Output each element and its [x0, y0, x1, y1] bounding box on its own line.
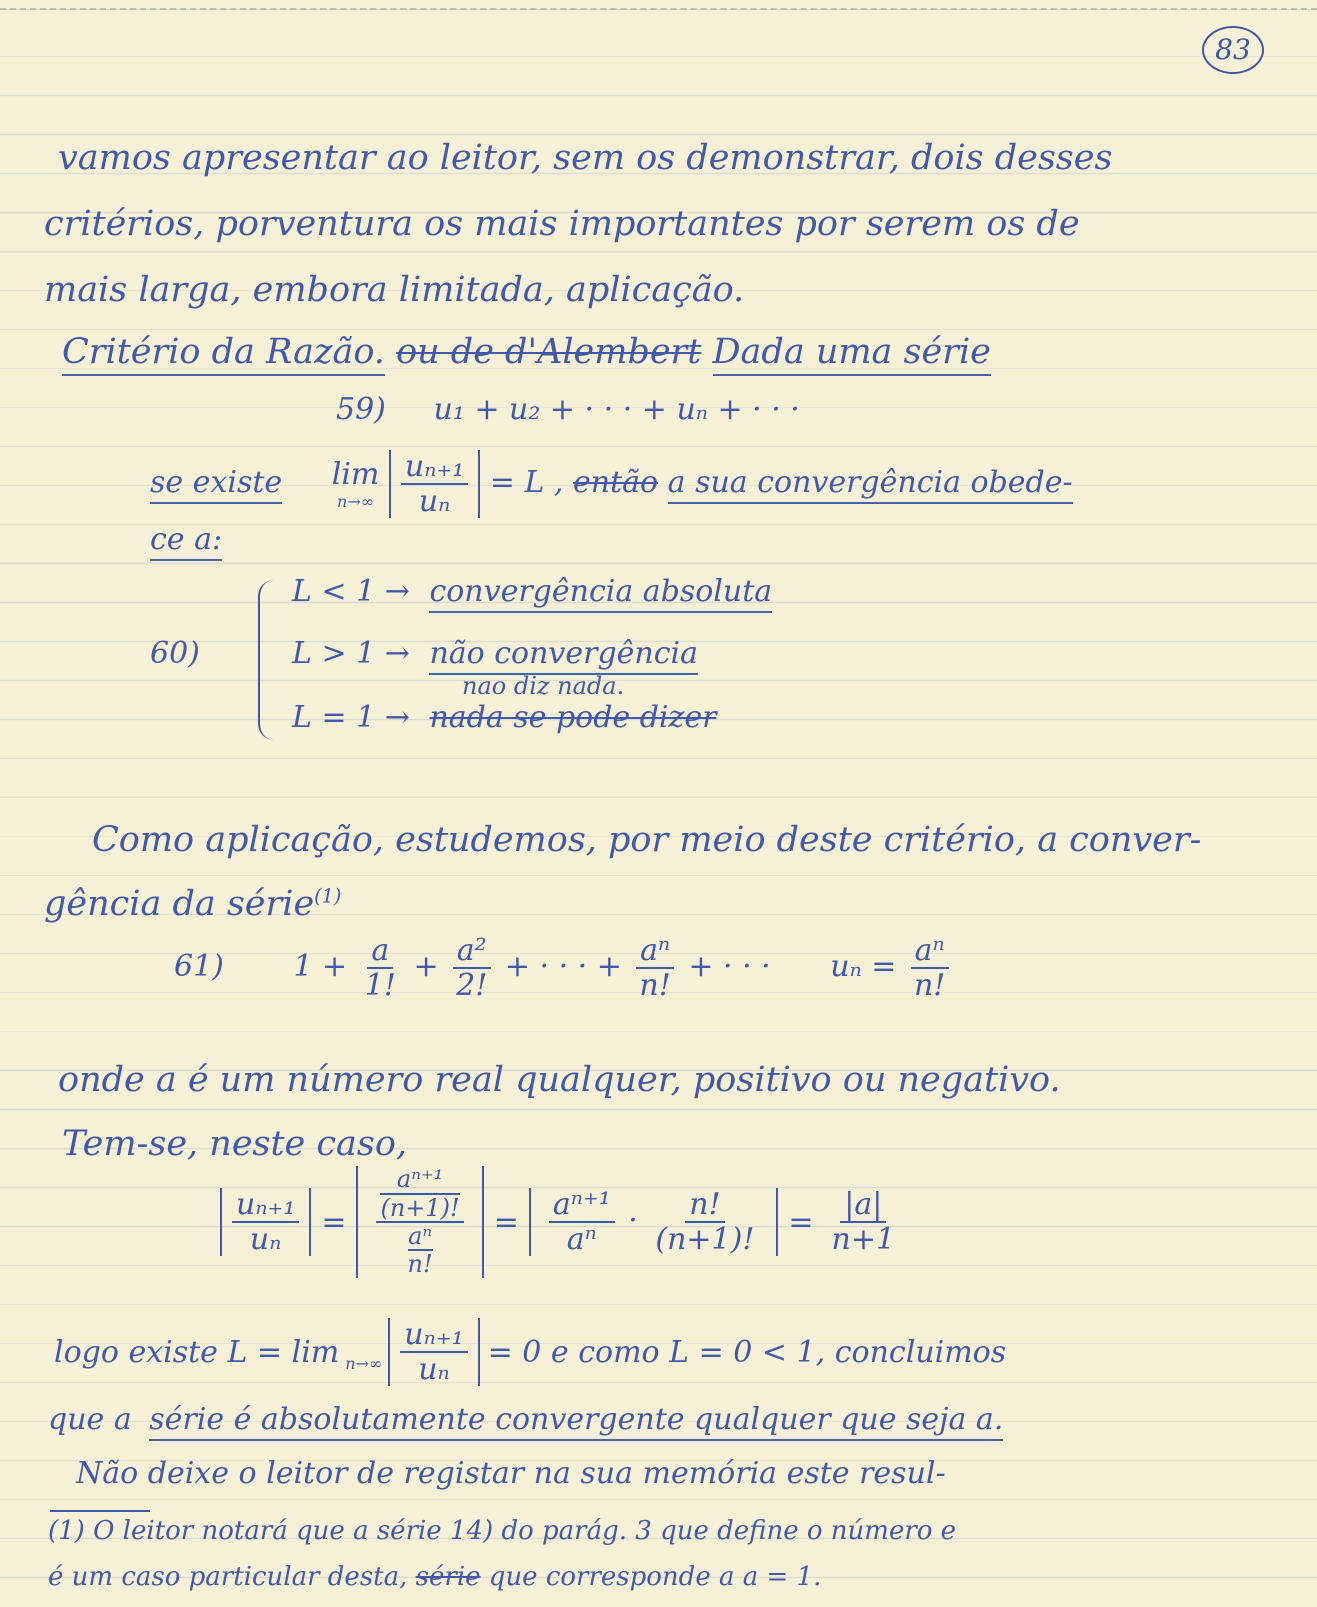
conclusion-line2 [48, 1402, 1003, 1437]
condition-fraction [401, 450, 468, 518]
ratio-eq2: = [493, 1204, 519, 1240]
ratio-mid-num-bot: (n+1)! [380, 1193, 460, 1222]
ratio-r2-den: (n+1)! [655, 1222, 755, 1257]
eq60-case3-insert: nao diz nada. [462, 672, 625, 700]
ratio-right-abs [529, 1188, 779, 1256]
eq60-brace [258, 580, 280, 740]
ratio-lhs-num: uₙ₊₁ [232, 1188, 299, 1223]
ratio-lhs [232, 1188, 299, 1256]
criterion-heading: Critério da Razão. [62, 332, 385, 376]
eq61-f2 [452, 934, 491, 1002]
paragraph1-line2: critérios, porventura os mais importantes por serem os de [44, 204, 1080, 244]
footnote-rule [50, 1510, 150, 1512]
ratio-dot: · [628, 1203, 638, 1238]
eq61-t0: 1 + [293, 949, 348, 984]
conclusion-abs [388, 1318, 479, 1386]
condition-line2 [150, 522, 222, 557]
ratio-r1-num: aⁿ⁺¹ [549, 1188, 615, 1223]
footnote-mark: (1) [314, 884, 342, 908]
conclusion-den: uₙ [418, 1352, 450, 1387]
ratio-result [828, 1188, 900, 1256]
conclusion-line3: Não deixe o leitor de registar na sua memória este resul- [76, 1456, 946, 1491]
perforated-edge [0, 0, 1317, 10]
eq61-f3-num: aⁿ [636, 934, 674, 969]
eq61-dots1: + · · · + [504, 949, 622, 984]
eq60-case2-text: não convergência [429, 636, 698, 675]
eq61-f2-num: a² [453, 934, 491, 969]
conclusion-lim-sub: n→∞ [345, 1353, 383, 1373]
eq60-label: 60) [150, 636, 200, 671]
condition-num: uₙ₊₁ [401, 450, 468, 485]
eq59-label: 59) [336, 392, 386, 427]
ratio-mid-abs [356, 1166, 483, 1278]
condition-lim [332, 457, 380, 511]
conclusion-line1 [54, 1318, 1006, 1386]
eq60-case2 [292, 636, 698, 671]
eq61-f3-den: n! [639, 968, 671, 1003]
footnote-line2 [48, 1562, 821, 1592]
eq60-case2-cond: L > 1 → [292, 636, 410, 671]
ratio-r2 [651, 1188, 758, 1256]
condition-abs [389, 450, 480, 518]
condition-line [150, 450, 1073, 518]
ratio-eq1: = [321, 1204, 347, 1240]
application-line2 [44, 884, 341, 924]
criterion-struck: ou de d'Alembert [396, 332, 702, 372]
eq60-case1-cond: L < 1 → [292, 574, 410, 609]
eq59-series: u₁ + u₂ + · · · + uₙ + · · · [433, 392, 800, 427]
condition-struck: então [573, 465, 659, 500]
eq61-f2-den: 2! [456, 968, 488, 1003]
ratio-r2-num: n! [685, 1188, 724, 1223]
ratio-mid-num-top: aⁿ⁺¹ [396, 1165, 444, 1194]
eq60-case1 [292, 574, 772, 609]
ratio-r1 [549, 1188, 615, 1256]
condition-den: uₙ [418, 484, 451, 519]
where-line2: Tem-se, neste caso, [62, 1124, 408, 1164]
page-number: 83 [1215, 33, 1251, 66]
application-line2-text: gência da série [44, 884, 315, 924]
condition-equals: = L , [489, 465, 564, 500]
condition-lim-word: lim [331, 457, 380, 492]
footnote-struck: série [415, 1562, 481, 1592]
criterion-line [62, 332, 991, 372]
eq61-dots2: + · · · [688, 949, 771, 984]
footnote-line2-tail: que corresponde a a = 1. [488, 1562, 822, 1592]
eq61-f4-den: n! [913, 968, 946, 1003]
eq60-case3-cond: L = 1 → [292, 700, 410, 735]
ratio-mid [376, 1166, 463, 1278]
eq61-un: uₙ = [830, 949, 897, 984]
ratio-result-num: |a| [840, 1188, 886, 1223]
eq61-plus1: + [413, 949, 439, 984]
conclusion-logo: logo existe L = lim [54, 1334, 340, 1370]
eq61-f3 [635, 934, 674, 1002]
footnote-line1: (1) O leitor notará que a série 14) do parág. 3 que define o número e [48, 1516, 957, 1546]
condition-tail: a sua convergência obede- [668, 465, 1073, 504]
eq59 [336, 392, 800, 427]
condition-lim-sub: n→∞ [337, 492, 375, 511]
ratio-eq3: = [788, 1204, 814, 1240]
conclusion-fraction [400, 1318, 467, 1386]
eq60-case3 [292, 700, 716, 735]
conclusion-tail: = 0 e como L = 0 < 1, concluimos [487, 1334, 1007, 1370]
paragraph1-line1: vamos apresentar ao leitor, sem os demonstrar, dois desses [58, 138, 1113, 178]
condition-line2-text: ce a: [150, 522, 222, 561]
conclusion-line2-b: série é absolutamente convergente qualquer que seja a. [149, 1402, 1003, 1441]
eq61-f1-den: 1! [364, 968, 396, 1003]
application-line1: Como aplicação, estudemos, por meio deste critério, a conver- [92, 820, 1202, 860]
ratio-mid-den-bot: n! [407, 1250, 433, 1279]
page-number-circle [1202, 26, 1264, 74]
where-line1: onde a é um número real qualquer, positivo ou negativo. [58, 1060, 1061, 1100]
footnote-line2-text: é um caso particular desta, [48, 1562, 408, 1592]
eq61-f1-num: a [367, 934, 393, 969]
condition-se-existe: se existe [150, 465, 282, 504]
eq60-case3-struck: nada se pode dizer [429, 700, 717, 735]
paragraph1-line3: mais larga, embora limitada, aplicação. [44, 270, 745, 310]
eq61 [174, 934, 953, 1002]
conclusion-line2-a: que a [48, 1402, 132, 1437]
eq61-f1 [361, 934, 400, 1002]
ratio-mid-den [404, 1223, 437, 1278]
eq61-label: 61) [174, 949, 224, 984]
conclusion-num: uₙ₊₁ [400, 1318, 467, 1353]
ratio-r1-den: aⁿ [566, 1222, 597, 1257]
ratio-mid-num [376, 1166, 463, 1223]
eq61-f4-num: aⁿ [911, 934, 949, 969]
eq-ratio [220, 1162, 903, 1282]
eq60-case1-text: convergência absoluta [429, 574, 772, 613]
ratio-lhs-den: uₙ [249, 1222, 282, 1257]
eq61-f4 [910, 934, 949, 1002]
ratio-mid-den-top: aⁿ [408, 1222, 433, 1250]
ratio-result-den: n+1 [831, 1222, 896, 1257]
ratio-lhs-abs [220, 1188, 311, 1256]
criterion-tail: Dada uma série [713, 332, 991, 376]
